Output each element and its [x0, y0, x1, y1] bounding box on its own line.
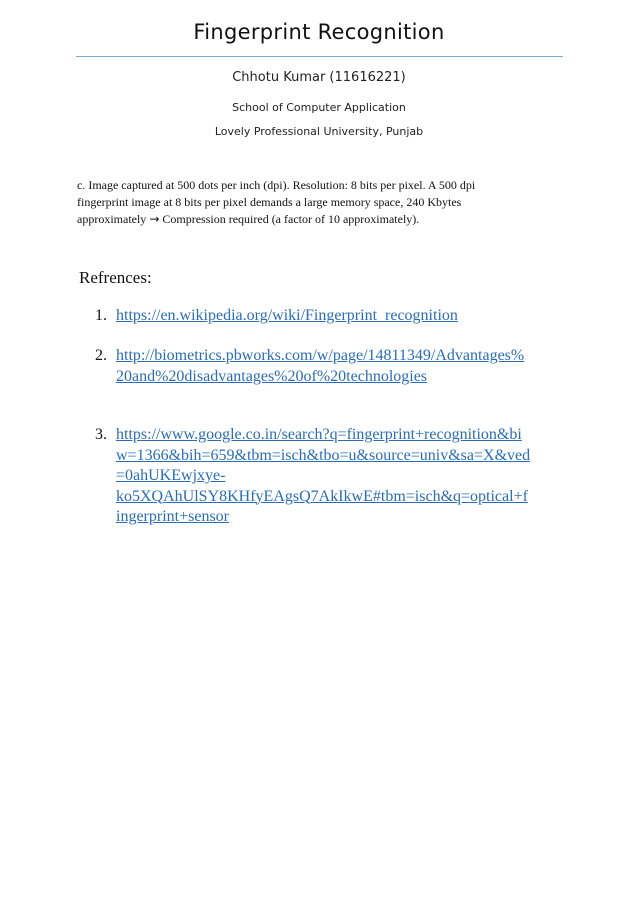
reference-link[interactable] [116, 306, 458, 327]
reference-link-line[interactable]: w=1366&bih=659&tbm=isch&tbo=u&source=univ&sa=X&ved [116, 446, 531, 464]
reference-link[interactable] [116, 346, 524, 387]
document-title: Fingerprint Recognition [193, 20, 445, 44]
author-line: Chhotu Kumar (11616221) [232, 70, 406, 85]
reference-link-line[interactable]: ingerprint+sensor [116, 508, 229, 525]
reference-link-line[interactable]: ko5XQAhUlSY8KHfyEAgsQ7AkIkwE#tbm=isch&q=optical+f [116, 487, 528, 505]
reference-link-line[interactable]: http://biometrics.pbworks.com/w/page/14811349/Advantages% [116, 347, 525, 364]
reference-link-line[interactable]: 20and%20disadvantages%20of%20technologies [116, 367, 428, 385]
reference-link-line[interactable]: =0ahUKEwjxye- [116, 467, 226, 484]
school-line: School of Computer Application [232, 101, 406, 114]
right-arrow-icon: → [149, 212, 160, 226]
body-line: c. Image captured at 500 dots per inch (dpi). Resolution: 8 bits per pixel. A 500 dpi [77, 178, 476, 192]
references-heading: Refrences: [79, 268, 152, 287]
reference-number: 1. [95, 307, 107, 324]
body-paragraph [77, 177, 547, 228]
title-divider [76, 56, 563, 57]
reference-link-line[interactable]: https://en.wikipedia.org/wiki/Fingerprint_recognition [116, 307, 458, 324]
reference-number: 2. [95, 347, 107, 364]
body-line-text: approximately [77, 212, 147, 226]
body-line [77, 211, 547, 228]
reference-number: 3. [95, 426, 107, 443]
body-line: fingerprint image at 8 bits per pixel demands a large memory space, 240 Kbytes [77, 195, 462, 209]
university-line: Lovely Professional University, Punjab [214, 125, 424, 138]
body-line-text: Compression required (a factor of 10 approximately). [159, 212, 420, 226]
reference-link[interactable] [116, 425, 530, 528]
reference-link-line[interactable]: https://www.google.co.in/search?q=fingerprint+recognition&bi [116, 426, 522, 443]
